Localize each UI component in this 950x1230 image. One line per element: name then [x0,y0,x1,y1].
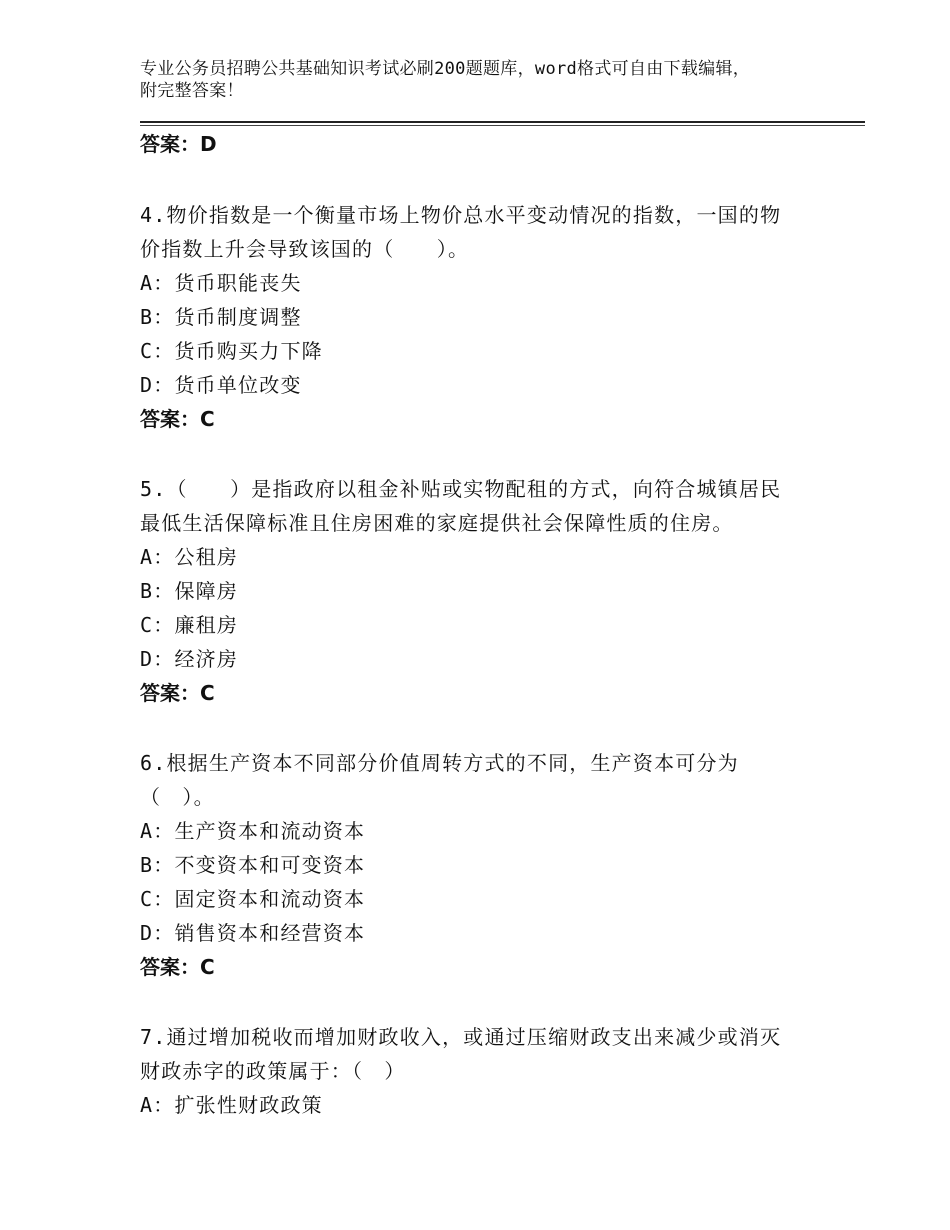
option-c: C：廉租房 [140,613,239,637]
option-b: B：货币制度调整 [140,305,302,329]
question-list [140,130,820,1122]
option-d: D：销售资本和经营资本 [140,921,366,945]
question-stem [140,198,820,266]
option-a: A：扩张性财政政策 [140,1093,323,1117]
page-header [140,58,840,102]
answer-label: 答案：C [140,681,215,705]
header-line-1: 专业公务员招聘公共基础知识考试必刷200题题库，word格式可自由下载编辑， [140,59,751,79]
header-divider-thin [140,125,865,126]
question-stem [140,746,820,814]
question-stem [140,472,820,540]
question-line: 7.通过增加税收而增加财政收入，或通过压缩财政支出来减少或消灭 [140,1025,782,1049]
question-line: 财政赤字的政策属于：（ ） [140,1059,406,1083]
option-b: B：保障房 [140,579,239,603]
option-c: C：货币购买力下降 [140,339,323,363]
question-7 [140,1020,820,1122]
header-line-2: 附完整答案！ [140,81,244,101]
question-line: 最低生活保障标准且住房困难的家庭提供社会保障性质的住房。 [140,511,734,535]
question-line: 价指数上升会导致该国的（ ）。 [140,237,470,261]
option-d: D：经济房 [140,647,239,671]
option-b: B：不变资本和可变资本 [140,853,366,877]
answer-label: 答案：D [140,132,217,156]
option-d: D：货币单位改变 [140,373,302,397]
question-4 [140,198,820,436]
option-a: A：货币职能丧失 [140,271,302,295]
question-stem [140,1020,820,1088]
option-c: C：固定资本和流动资本 [140,887,366,911]
header-divider-thick [140,121,865,123]
question-line: 4.物价指数是一个衡量市场上物价总水平变动情况的指数，一国的物 [140,203,782,227]
answer-label: 答案：C [140,407,215,431]
question-line: （ ）。 [140,785,215,809]
question-line: 5.（ ）是指政府以租金补贴或实物配租的方式，向符合城镇居民 [140,477,782,501]
question-line: 6.根据生产资本不同部分价值周转方式的不同，生产资本可分为 [140,751,739,775]
answer-label: 答案：C [140,955,215,979]
question-5 [140,472,820,710]
question-6 [140,746,820,984]
option-a: A：公租房 [140,545,239,569]
option-a: A：生产资本和流动资本 [140,819,366,843]
